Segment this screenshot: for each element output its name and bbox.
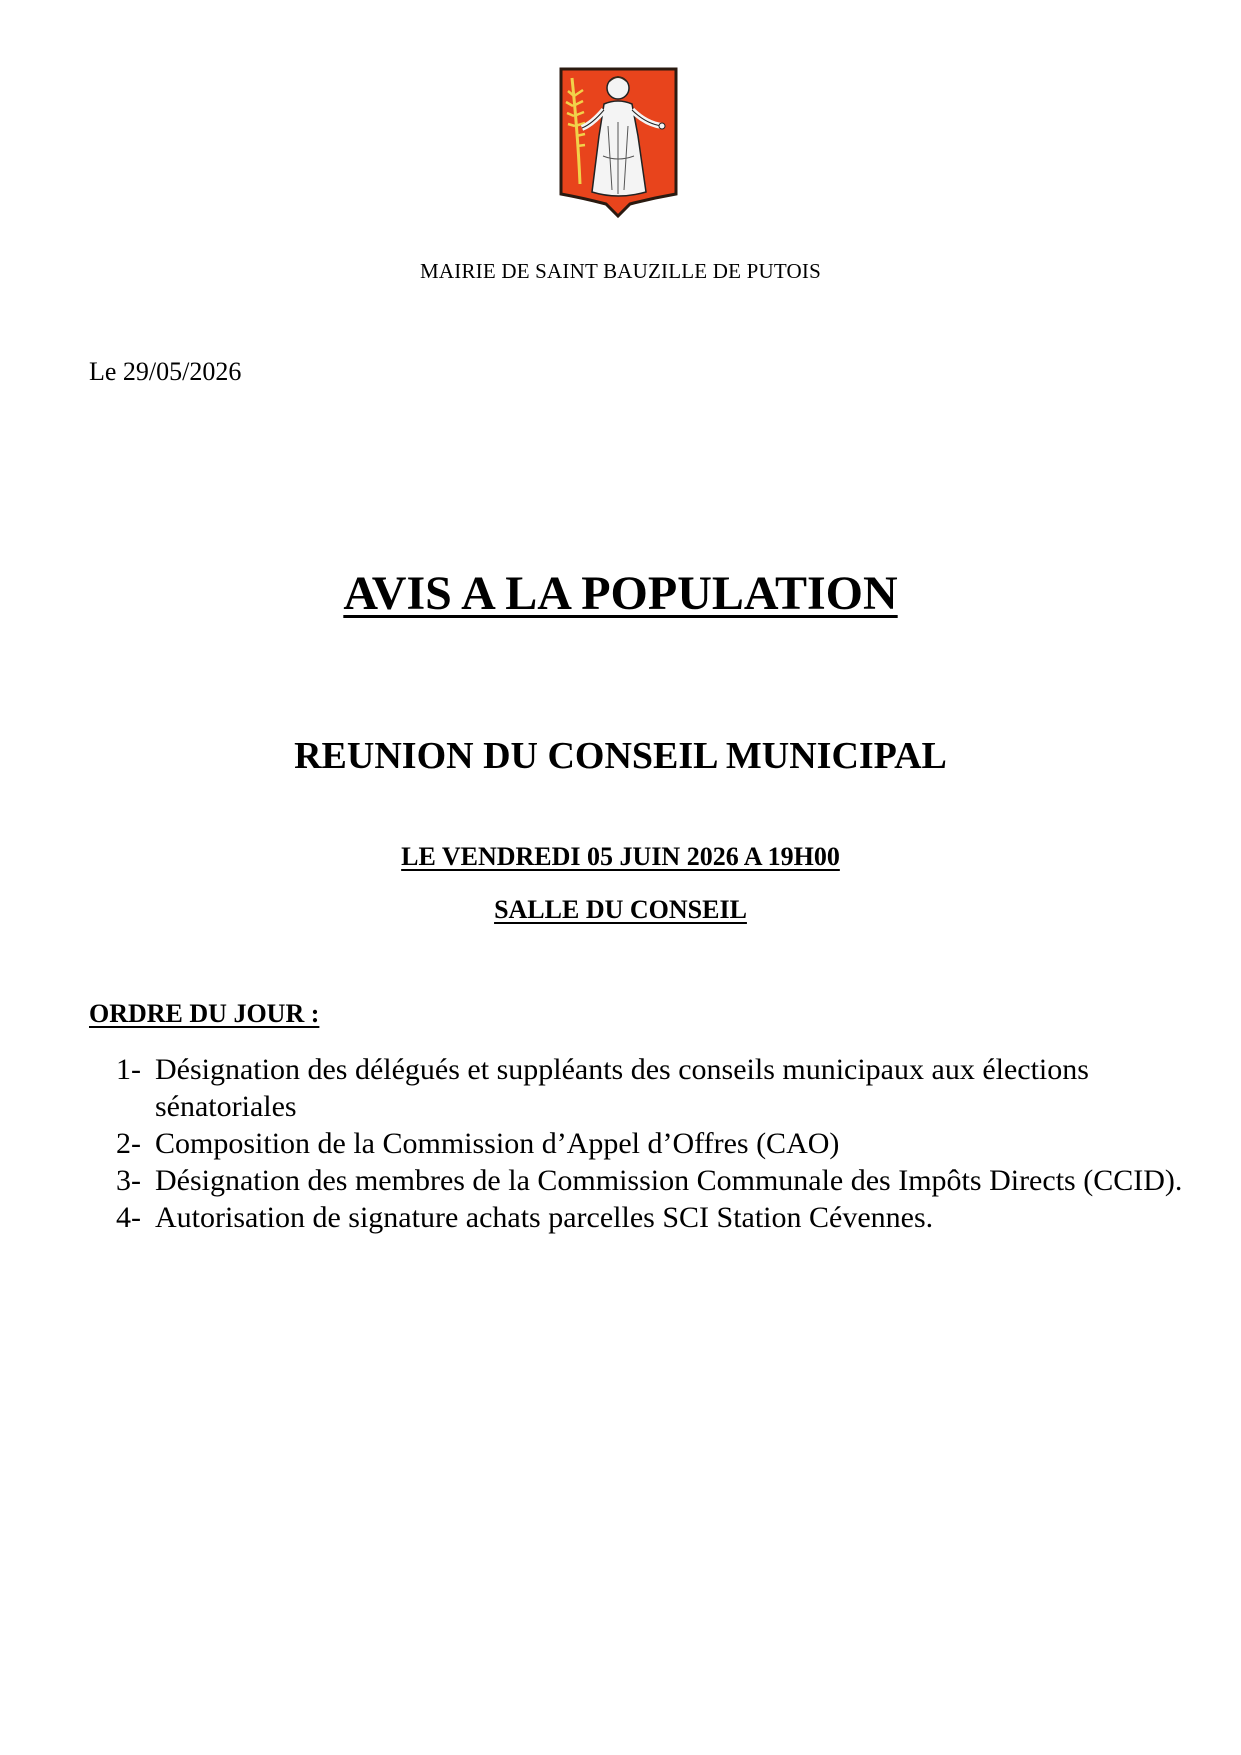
- meeting-datetime: LE VENDREDI 05 JUIN 2026 A 19H00: [401, 842, 840, 871]
- agenda-item-text: Composition de la Commission d’Appel d’Offres (CAO): [155, 1127, 840, 1160]
- agenda-item-text: Désignation des délégués et suppléants des conseils municipaux aux élections sénatoriales: [155, 1053, 1089, 1123]
- meeting-subtitle: REUNION DU CONSEIL MUNICIPAL: [294, 735, 947, 777]
- agenda-item: [116, 1162, 1206, 1199]
- agenda-item-text: Désignation des membres de la Commission Communale des Impôts Directs (CCID).: [155, 1164, 1183, 1197]
- agenda-item-number: 1-: [116, 1053, 141, 1086]
- meeting-location: SALLE DU CONSEIL: [494, 895, 747, 924]
- agenda-item: [116, 1199, 1206, 1236]
- agenda-heading: ORDRE DU JOUR :: [89, 999, 320, 1028]
- agenda-item: [116, 1051, 1206, 1125]
- agenda-list: [116, 1051, 1206, 1236]
- agenda-item: [116, 1125, 1206, 1162]
- agenda-item-text: Autorisation de signature achats parcelles SCI Station Cévennes.: [155, 1201, 934, 1234]
- agenda-item-number: 3-: [116, 1164, 141, 1197]
- document-date: Le 29/05/2026: [89, 357, 242, 386]
- mairie-name: MAIRIE DE SAINT BAUZILLE DE PUTOIS: [420, 259, 821, 283]
- agenda-item-number: 4-: [116, 1201, 141, 1234]
- coat-of-arms-icon: [558, 66, 679, 219]
- agenda-item-number: 2-: [116, 1127, 141, 1160]
- page-title: AVIS A LA POPULATION: [343, 567, 898, 620]
